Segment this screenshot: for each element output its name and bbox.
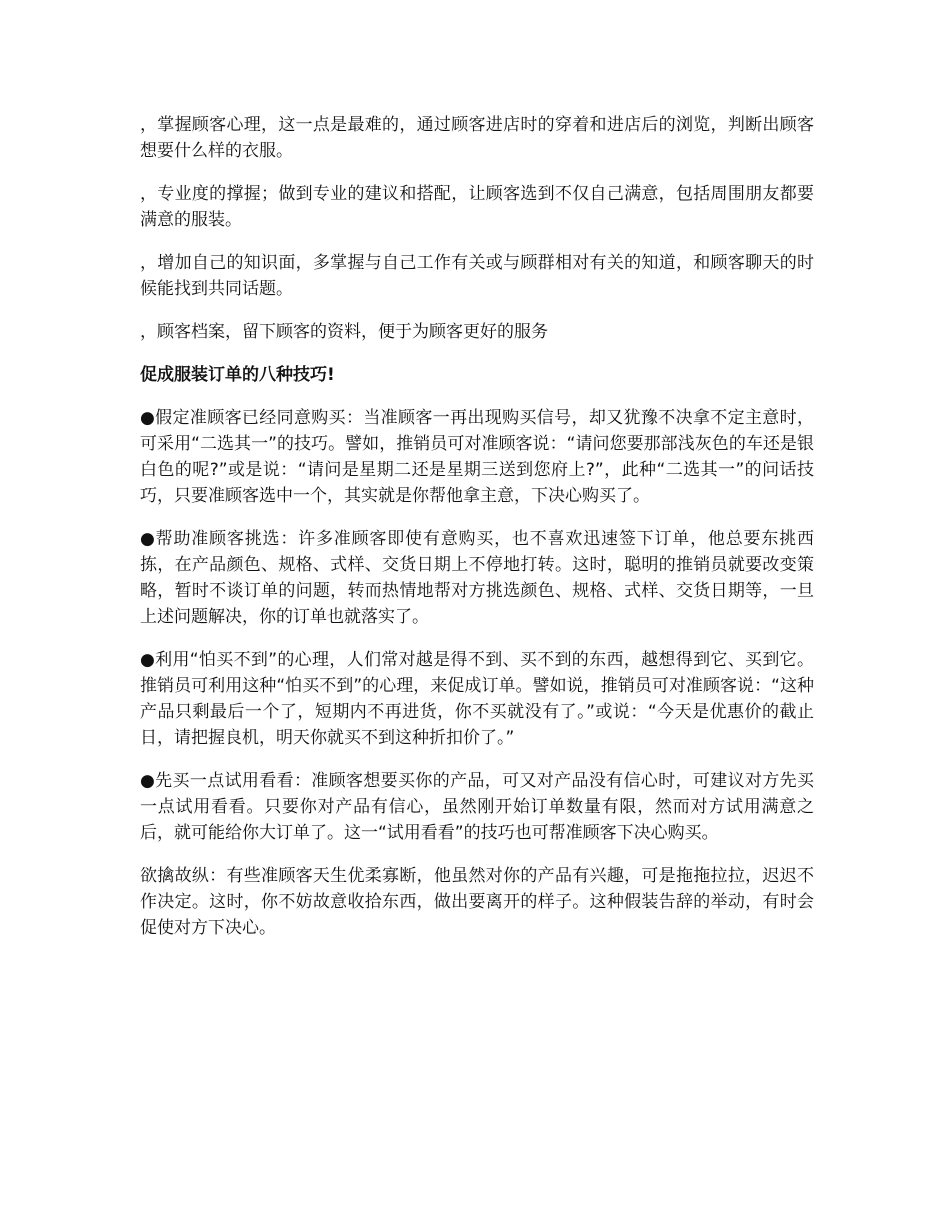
tip-help-choose: ●帮助准顾客挑选：许多准顾客即使有意购买，也不喜欢迅速签下订单，他总要东挑西拣，在产品颜色、规格、式样、交货日期上不停地打转。这时，聪明的推销员就要改变策略，暂时不谈订单的问题，转而热情地帮对方挑选颜色、规格、式样、交货日期等，一旦上述问题解决，你的订单也就落实了。 <box>140 529 814 627</box>
paragraph-customer-records: ，顾客档案，留下顾客的资料，便于为顾客更好的服务 <box>140 322 548 342</box>
paragraph-customer-psychology: ，掌握顾客心理，这一点是最难的，通过顾客进店时的穿着和进店后的浏览，判断出顾客想要什么样的衣服。 <box>140 115 814 161</box>
paragraph-professionalism: ，专业度的撑握；做到专业的建议和搭配，让顾客选到不仅自己满意，包括周围朋友都要满意的服装。 <box>140 184 814 230</box>
document-body <box>140 112 814 958</box>
tip-trial-purchase: ●先买一点试用看看：准顾客想要买你的产品，可又对产品没有信心时，可建议对方先买一点试用看看。只要你对产品有信心，虽然刚开始订单数量有限，然而对方试用满意之后，就可能给你大订单了。这一“试用看看”的技巧也可帮准顾客下决心购买。 <box>140 771 814 843</box>
tip-fear-of-missing: ●利用“怕买不到”的心理，人们常对越是得不到、买不到的东西，越想得到它、买到它。推销员可利用这种“怕买不到”的心理，来促成订单。譬如说，推销员可对准顾客说：“这种产品只剩最后一个了，短期内不再进货，你不买就没有了。”或说：“今天是优惠价的截止日，请把握良机，明天你就买不到这种折扣价了。” <box>140 650 814 748</box>
section-heading: 促成服装订单的八种技巧! <box>140 365 335 385</box>
paragraph-knowledge: ，增加自己的知识面，多掌握与自己工作有关或与顾群相对有关的知道，和顾客聊天的时候能找到共同话题。 <box>140 253 814 299</box>
tip-assume-agreement: ●假定准顾客已经同意购买：当准顾客一再出现购买信号，却又犹豫不决拿不定主意时，可采用“二选其一”的技巧。譬如，推销员可对准顾客说：“请问您要那部浅灰色的车还是银白色的呢?”或是说：“请问是星期二还是星期三送到您府上?”，此种“二选其一”的问话技巧，只要准顾客选中一个，其实就是你帮他拿主意，下决心购买了。 <box>140 408 814 506</box>
tip-play-hard-to-get: 欲擒故纵：有些准顾客天生优柔寡断，他虽然对你的产品有兴趣，可是拖拖拉拉，迟迟不作决定。这时，你不妨故意收拾东西，做出要离开的样子。这种假装告辞的举动，有时会促使对方下决心。 <box>140 866 814 938</box>
